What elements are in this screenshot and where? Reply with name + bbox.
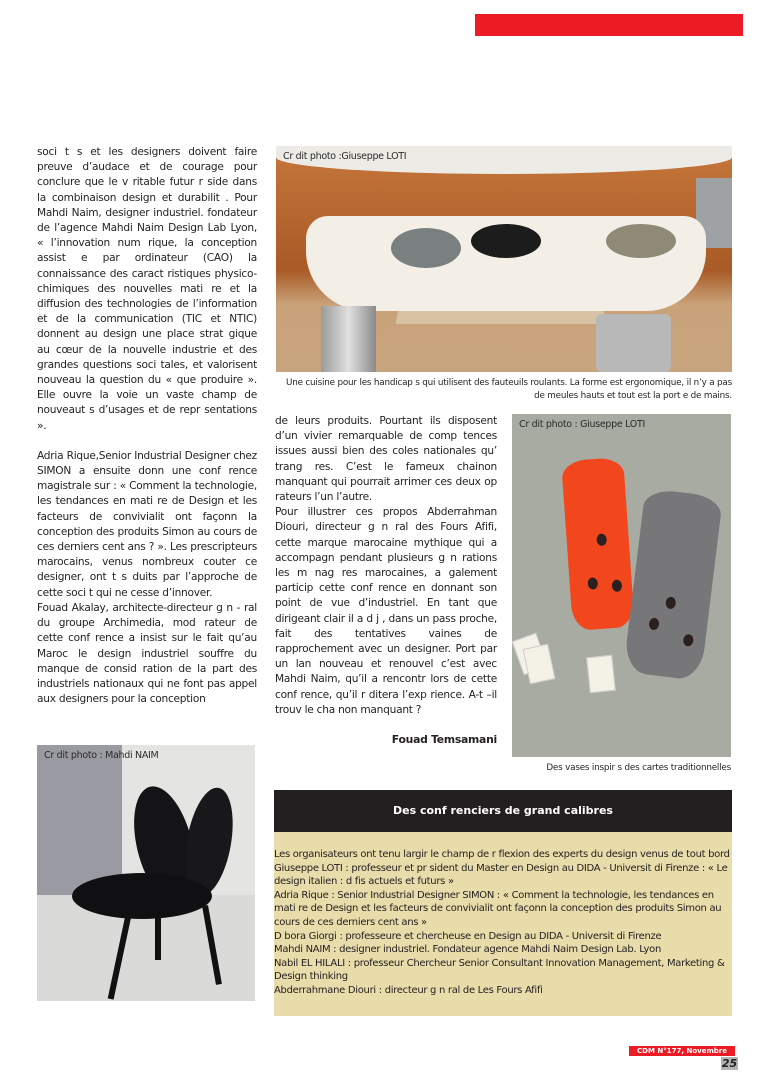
orange-vase <box>561 457 635 631</box>
issue-tag: CDM N°177, Novembre 2019 <box>629 1046 735 1056</box>
kitchen-caption <box>276 377 732 403</box>
article-column-1 <box>37 145 257 707</box>
author-signature: Fouad Temsamani <box>391 733 497 747</box>
list-item: Les organisateurs ont tenu largir le champ de r flexion des experts du design venus de tout bord <box>274 849 730 860</box>
header-accent-bar <box>475 14 743 36</box>
paragraph: Fouad Akalay, architecte-directeur g n - ral du groupe Archimedia, mod rateur de cette conf rence a insist sur le fait qu’au Maroc le design industriel souffre du manque de consid ration de la part des industriels nationaux qui ne font pas appel aux designers pour la conception <box>37 601 257 706</box>
vases-photo <box>512 414 731 757</box>
caption-line: Une cuisine pour les handicap s qui utilisent des fauteuils roulants. La forme est ergonomique, il n’y a pas <box>286 378 732 388</box>
paragraph: Pour illustrer ces propos Abderrahman Diouri, directeur g n ral des Fours Afifi, cette marque marocaine mythique qui a accompagn pendant plusieurs g n rations les m nag res marocaines, a galement particip cette conf rence en donnant son point de vue d’industriel. En tant que dirigeant clair il a d j , dans un pass proche, fait des tentatives vaines de rapprochement avec un designer. Port par un lan nouveau et renouvel c’est avec Mahdi Naim, qu’il a rencontr lors de cette conf rence, qu’il r ditera l’exp rience. A-t –il trouv le cha non manquant ? <box>275 506 497 716</box>
speakers-list <box>274 848 732 998</box>
photo-credit: Cr dit photo : Mahdi NAIM <box>44 750 159 761</box>
chair-photo <box>37 745 255 1001</box>
list-item: Nabil EL HILALI : professeur Chercheur Senior Consultant Innovation Management, Marketing & Design thinking <box>274 957 725 983</box>
list-item: Abderrahmane Diouri : directeur g n ral de Les Fours Afifi <box>274 984 543 996</box>
grey-vase <box>623 488 723 681</box>
sidebar-box-title: Des conf renciers de grand calibres <box>274 790 732 832</box>
page-number: 25 <box>721 1057 738 1070</box>
caption-line: de meules hauts et tout est la port e de mains. <box>534 391 732 401</box>
vases-caption: Des vases inspir s des cartes traditionnelles <box>546 763 731 773</box>
paragraph: soci t s et les designers doivent faire preuve d’audace et de courage pour conclure que le v ritable futur r side dans la combinaison design et durabilit . Pour Mahdi Naim, designer industriel. fondateur de l’agence Mahdi Naim Design Lab Lyon, « l’innovation num rique, la conception assist e par ordinateur (CAO) la connaissance des caract ristiques physico-chimiques des nouvelles mati re et la diffusion des technologies de l’information et de la communication (TIC et NTIC) donnent au design une place strat gique au cœur de la nouvelle industrie et des grandes questions soci tales, et valorisent nouveau la question du « que produire ». Elle ouvre la voie un vaste champ de nouveaut s d’usages et de repr sentations ». <box>37 146 257 432</box>
paragraph: de leurs produits. Pourtant ils disposent d’un vivier remarquable de comp tences issues aussi bien des coles nationales qu’ trang res. C’est le fameux chainon manquant qui pourrait arrimer ces deux op rateurs l’un l’autre. <box>275 415 497 504</box>
kitchen-photo <box>276 146 732 372</box>
photo-credit: Cr dit photo :Giuseppe LOTI <box>283 151 407 162</box>
playing-card <box>523 644 556 685</box>
paragraph: Adria Rique,Senior Industrial Designer chez SIMON a ensuite donn une conf rence magistrale sur : « Comment la technologie, les tendances en mati re de Design et les facteurs de convivialit ont façonn la conception des produits Simon au cours de ces derniers cent ans ? ». Les prescripteurs marocains, venus nombreux couter ce designer, ont t s duits par l’approche de cette soci t qui ne cesse d’innover. <box>37 449 257 599</box>
sidebar-box <box>274 832 732 1016</box>
photo-credit: Cr dit photo : Giuseppe LOTI <box>519 419 645 430</box>
list-item: Giuseppe LOTI : professeur et pr sident du Master en Design au DIDA - Universit di Firenze : « Le design italien : d fis actuels et futurs » <box>274 862 728 888</box>
list-item: Mahdi NAIM : designer industriel. Fondateur agence Mahdi Naim Design Lab. Lyon <box>274 944 662 956</box>
list-item: D bora Giorgi : professeure et chercheuse en Design au DIDA - Universit di Firenze <box>274 930 662 942</box>
list-item: Adria Rique : Senior Industrial Designer SIMON : « Comment la technologie, les tendances en mati re de Design et les facteurs de convivialit ont façonn la conception des produits Simon au cours de ces derniers cent ans » <box>274 889 722 928</box>
playing-card <box>586 655 616 694</box>
article-column-2 <box>275 414 497 747</box>
